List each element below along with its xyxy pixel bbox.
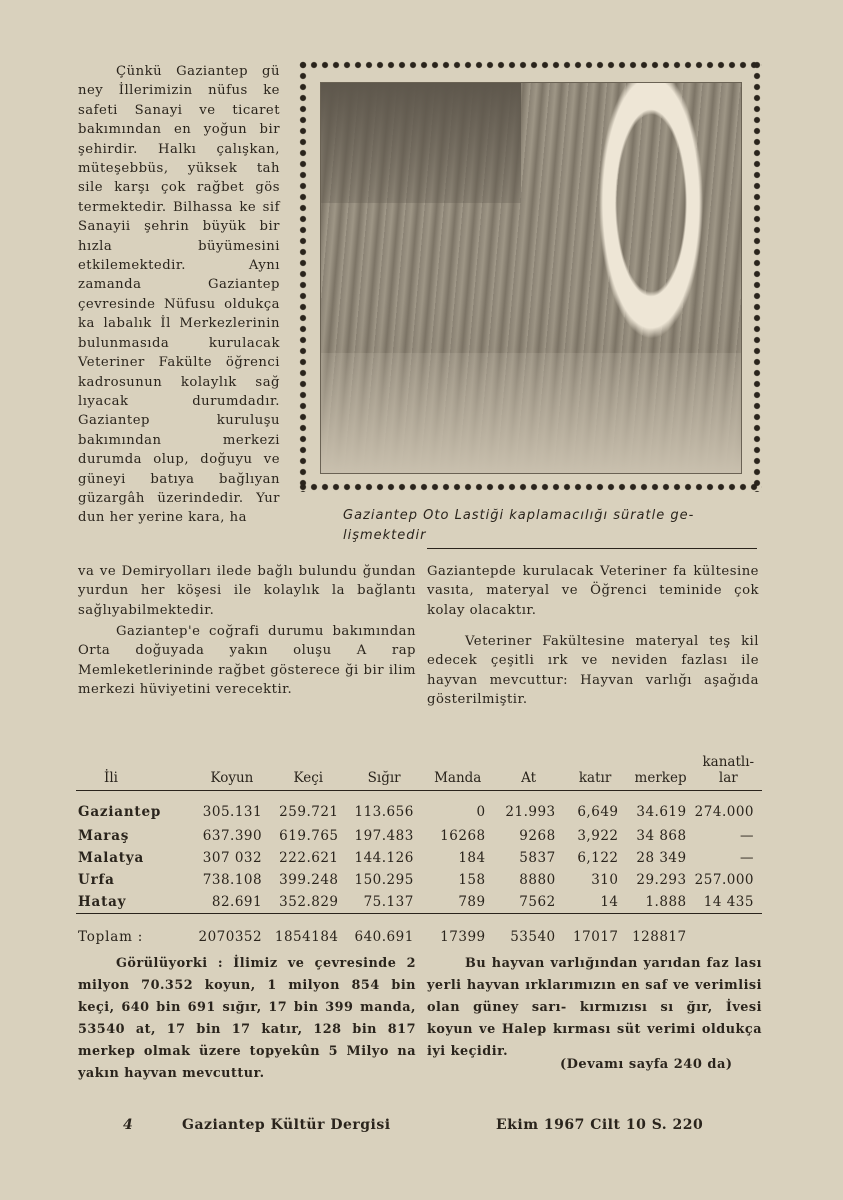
- cell: 150.295: [354, 872, 414, 888]
- cell: 3,922: [577, 828, 619, 844]
- cell: 82.691: [211, 894, 263, 910]
- cell: 128817: [627, 914, 695, 961]
- cell: 1.888: [645, 894, 687, 910]
- province-name: Urfa: [78, 872, 115, 888]
- cell: 257.000: [694, 872, 754, 888]
- cell: 222.621: [279, 850, 339, 866]
- cell: 305.131: [202, 804, 263, 820]
- frame-border-left: [298, 60, 308, 492]
- photo-frame: [298, 60, 762, 492]
- cell: 17399: [422, 914, 494, 961]
- cell: 619.765: [279, 828, 339, 844]
- summary-right: Bu hayvan varlığından yarıdan faz lası yerli hayvan ırklarımızın en saf ve verimlisi olan güney sarı- kırmızısı sı ğır, İvesi koyun ve Halep kırması süt verimi oldukça iyi keçidir.: [427, 956, 762, 1059]
- cell: 184: [458, 850, 486, 866]
- page-number: 4: [123, 1117, 134, 1133]
- photo-caption: Gaziantep Oto Lastiği kaplamacılığı süratle ge- lişmektedir: [343, 508, 695, 543]
- cell: 9268: [519, 828, 556, 844]
- cell: 158: [458, 872, 486, 888]
- cell: 34.619: [636, 804, 687, 820]
- table-row: [76, 847, 762, 869]
- cell: 16268: [440, 828, 486, 844]
- article-right-1: Gaziantepde kurulacak Veteriner fa kültesine vasıta, materyal ve Öğrenci teminide çok kolay olacaktır.: [427, 564, 759, 618]
- province-name: Malatya: [78, 850, 144, 866]
- cell: 399.248: [279, 872, 339, 888]
- article-geography: Gaziantep'e coğrafi durumu bakımından Orta doğuyada yakın oluşu A rap Memleketlerininde rağbet gösterece ği bir ilim merkezi hüviyetini verecektir.: [78, 624, 416, 698]
- cell: 28 349: [636, 850, 687, 866]
- cell: 14: [600, 894, 619, 910]
- col-header: At: [494, 742, 564, 791]
- cell: 6,122: [577, 850, 619, 866]
- cell: 274.000: [694, 804, 754, 820]
- cell: 21.993: [505, 804, 556, 820]
- cell: 29.293: [636, 872, 687, 888]
- cell: 5837: [519, 850, 556, 866]
- province-name: Gaziantep: [78, 804, 162, 820]
- table-row: [76, 825, 762, 847]
- cell: 34 868: [636, 828, 687, 844]
- table-header-row: [76, 742, 762, 791]
- cell: 637.390: [202, 828, 263, 844]
- frame-border-bottom: [298, 482, 762, 492]
- cell: 1854184: [270, 914, 346, 961]
- continued-note: (Devamı sayfa 240 da): [560, 1057, 733, 1072]
- cell: 789: [458, 894, 486, 910]
- cell: 2070352: [194, 914, 270, 961]
- cell: 738.108: [202, 872, 263, 888]
- cell: 14 435: [703, 894, 754, 910]
- cell: 17017: [564, 914, 627, 961]
- cell: 310: [591, 872, 619, 888]
- issue-info: Ekim 1967 Cilt 10 S. 220: [496, 1117, 704, 1133]
- col-header: Keçi: [270, 742, 346, 791]
- cell: 144.126: [354, 850, 414, 866]
- table-row: [76, 791, 762, 826]
- cell: 113.656: [354, 804, 414, 820]
- cell: 259.721: [279, 804, 339, 820]
- cell: 640.691: [347, 914, 422, 961]
- province-name: Maraş: [78, 828, 130, 844]
- cell: —: [740, 828, 754, 844]
- cell: 75.137: [363, 894, 414, 910]
- cell: 0: [476, 804, 486, 820]
- col-header: katır: [564, 742, 627, 791]
- tire-retreading-photo: [320, 82, 742, 474]
- magazine-name: Gaziantep Kültür Dergisi: [182, 1117, 391, 1133]
- summary-left: Görülüyorki : İlimiz ve çevresinde 2 milyon 70.352 koyun, 1 milyon 854 bin keçi, 640 bin 691 sığır, 17 bin 399 manda, 53540 at, 17 bin 17 katır, 128 bin 817 merkep olmak üzere topyekûn 5 Milyo na yakın hayvan mevcuttur.: [78, 956, 416, 1081]
- table-row: [76, 869, 762, 891]
- cell: 7562: [519, 894, 556, 910]
- cell: 8880: [519, 872, 556, 888]
- total-label: Toplam :: [76, 914, 194, 961]
- caption-divider: [427, 548, 757, 549]
- cell: 53540: [494, 914, 564, 961]
- cell: 307 032: [202, 850, 263, 866]
- cell: 6,649: [577, 804, 619, 820]
- frame-border-right: [752, 60, 762, 492]
- col-header: merkep: [627, 742, 695, 791]
- livestock-table: [76, 742, 762, 960]
- col-header: kanatlı- lar: [695, 742, 762, 791]
- col-header: Manda: [422, 742, 494, 791]
- col-header: İli: [76, 742, 194, 791]
- article-continuation: va ve Demiryolları ilede bağlı bulundu ğundan yurdun her köşesi ile kolaylık la bağlantı sağlıyabilmektedir.: [78, 564, 416, 618]
- cell: —: [740, 850, 754, 866]
- cell: 352.829: [279, 894, 339, 910]
- frame-border-top: [298, 60, 762, 70]
- col-header: Koyun: [194, 742, 270, 791]
- cell: 197.483: [354, 828, 414, 844]
- table-row: [76, 891, 762, 914]
- col-header: Sığır: [347, 742, 422, 791]
- article-left-column: Çünkü Gaziantep gü ney İllerimizin nüfus ke safeti Sanayi ve ticaret bakımından en yoğun bir şehirdir. Halkı çalışkan, müteşebbüs, yüksek tah sile karşı çok rağbet gös termektedir. Bilhassa ke sif Sanayii şehrin büyük bir hızla büyümesini etkilemektedir. Aynı zamanda Gaziantep çevresinde Nüfusu oldukça ka labalık İl Merkezlerinin bulunmasıda kurulacak Veteriner Fakülte öğrenci kadrosunun kolaylık sağ lıyacak durumdadır. Gaziantep kuruluşu bakımından merkezi durumda olup, doğuyu ve güneyi batıya bağlıyan güzargâh üzerindedir. Yur dun her yerine kara, ha: [78, 64, 280, 526]
- article-right-2: Veteriner Fakültesine materyal teş kil edecek çeşitli ırk ve neviden fazlası ile hayvan mevcuttur: Hayvan varlığı aşağıda gösterilmiştir.: [427, 634, 759, 708]
- province-name: Hatay: [78, 894, 127, 910]
